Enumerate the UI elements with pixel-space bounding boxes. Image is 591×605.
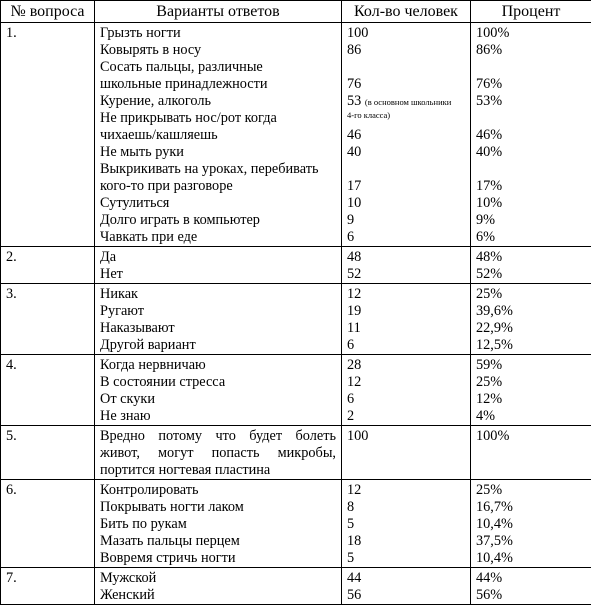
answer-option: Выкрикивать на уроках, перебивать	[100, 161, 336, 178]
answer-option: Сутулиться	[100, 195, 336, 212]
percent-values	[471, 480, 591, 568]
table-row-q7	[1, 568, 591, 605]
percent-value: 12%	[476, 391, 586, 408]
percent-value: 16,7%	[476, 499, 586, 516]
count-value: 100	[347, 25, 465, 42]
answer-option: Не мыть руки	[100, 144, 336, 161]
table-header-row	[1, 1, 591, 23]
percent-value: 22,9%	[476, 320, 586, 337]
percent-value: 10,4%	[476, 550, 586, 567]
count-value: 52	[347, 266, 465, 283]
answer-option: Не знаю	[100, 408, 336, 425]
percent-value: 46%	[476, 127, 586, 144]
percent-value: 25%	[476, 482, 586, 499]
count-value: 6	[347, 337, 465, 354]
table-row-q4	[1, 355, 591, 426]
answer-option: Сосать пальцы, различные	[100, 59, 336, 76]
count-values	[342, 480, 471, 568]
answer-option: Когда нервничаю	[100, 357, 336, 374]
header-count: Кол-во человек	[342, 1, 471, 23]
count-value: 12	[347, 482, 465, 499]
answer-option: Да	[100, 249, 336, 266]
count-value: 44	[347, 570, 465, 587]
answer-option: Никак	[100, 286, 336, 303]
percent-value: 76%	[476, 76, 586, 93]
answer-option: Ругают	[100, 303, 336, 320]
percent-value: 17%	[476, 178, 586, 195]
count-value: 6	[347, 229, 465, 246]
percent-value: 10%	[476, 195, 586, 212]
count-value-with-note	[347, 93, 465, 110]
percent-values	[471, 568, 591, 605]
count-value: 5	[347, 516, 465, 533]
question-number: 1.	[1, 23, 95, 247]
count-value: 76	[347, 76, 465, 93]
count-values	[342, 284, 471, 355]
percent-values	[471, 426, 591, 480]
percent-value: 10,4%	[476, 516, 586, 533]
header-question-no: № вопроса	[1, 1, 95, 23]
count-value: 10	[347, 195, 465, 212]
header-answers: Варианты ответов	[95, 1, 342, 23]
count-value: 18	[347, 533, 465, 550]
count-value: 5	[347, 550, 465, 567]
count-value: 86	[347, 42, 465, 59]
answer-option: Бить по рукам	[100, 516, 336, 533]
answer-option: Вовремя стричь ногти	[100, 550, 336, 567]
question-number: 3.	[1, 284, 95, 355]
count-value: 53	[347, 93, 361, 109]
answer-option: Грызть ногти	[100, 25, 336, 42]
answer-option: От скуки	[100, 391, 336, 408]
percent-value: 56%	[476, 587, 586, 604]
count-values	[342, 426, 471, 480]
answer-options	[95, 426, 342, 480]
answer-option: школьные принадлежности	[100, 76, 336, 93]
percent-value: 4%	[476, 408, 586, 425]
answer-option: Наказывают	[100, 320, 336, 337]
percent-value: 100%	[476, 25, 586, 42]
answer-option: Не прикрывать нос/рот когда	[100, 110, 336, 127]
answer-option: Покрывать ногти лаком	[100, 499, 336, 516]
answer-option: Другой вариант	[100, 337, 336, 354]
percent-values	[471, 23, 591, 247]
answer-options	[95, 355, 342, 426]
answer-option: Нет	[100, 266, 336, 283]
question-number: 2.	[1, 247, 95, 284]
answer-option: Мазать пальцы перцем	[100, 533, 336, 550]
count-value: 40	[347, 144, 465, 161]
count-values	[342, 355, 471, 426]
percent-value: 12,5%	[476, 337, 586, 354]
percent-values	[471, 247, 591, 284]
header-percent: Процент	[471, 1, 591, 23]
percent-value: 6%	[476, 229, 586, 246]
count-note: (в основном школьники	[365, 97, 451, 107]
answer-option: чихаешь/кашляешь	[100, 127, 336, 144]
percent-value: 52%	[476, 266, 586, 283]
answer-option: Женский	[100, 587, 336, 604]
table-row-q3	[1, 284, 591, 355]
answer-options	[95, 568, 342, 605]
answer-option: Курение, алкоголь	[100, 93, 336, 110]
count-value: 46	[347, 127, 465, 144]
percent-value: 48%	[476, 249, 586, 266]
answer-options	[95, 480, 342, 568]
percent-value: 39,6%	[476, 303, 586, 320]
count-values	[342, 568, 471, 605]
count-value: 28	[347, 357, 465, 374]
percent-value: 9%	[476, 212, 586, 229]
percent-value: 25%	[476, 286, 586, 303]
count-value: 56	[347, 587, 465, 604]
answer-option: Вредно потому что будет болеть живот, могут попасть микробы, портится ногтевая пластина	[100, 428, 336, 479]
count-values	[342, 23, 471, 247]
percent-value: 100%	[476, 428, 586, 445]
answer-option: Мужской	[100, 570, 336, 587]
table-row-q6	[1, 480, 591, 568]
percent-values	[471, 355, 591, 426]
percent-values	[471, 284, 591, 355]
answer-option: Долго играть в компьютер	[100, 212, 336, 229]
table-row-q5	[1, 426, 591, 480]
count-value: 2	[347, 408, 465, 425]
question-number: 7.	[1, 568, 95, 605]
percent-value: 59%	[476, 357, 586, 374]
count-value: 6	[347, 391, 465, 408]
answer-options	[95, 23, 342, 247]
percent-value: 25%	[476, 374, 586, 391]
answer-option: кого-то при разговоре	[100, 178, 336, 195]
count-value: 11	[347, 320, 465, 337]
count-value: 12	[347, 374, 465, 391]
answer-option: В состоянии стресса	[100, 374, 336, 391]
answer-option: Контролировать	[100, 482, 336, 499]
count-value: 12	[347, 286, 465, 303]
percent-value: 44%	[476, 570, 586, 587]
percent-value: 53%	[476, 93, 586, 110]
question-number: 5.	[1, 426, 95, 480]
answer-options	[95, 284, 342, 355]
count-value: 100	[347, 428, 465, 445]
count-values	[342, 247, 471, 284]
count-value: 19	[347, 303, 465, 320]
answer-option: Чавкать при еде	[100, 229, 336, 246]
count-value: 8	[347, 499, 465, 516]
table-row-q1	[1, 23, 591, 247]
question-number: 4.	[1, 355, 95, 426]
percent-value: 40%	[476, 144, 586, 161]
count-note: 4-го класса)	[347, 110, 465, 127]
percent-value: 86%	[476, 42, 586, 59]
count-value: 48	[347, 249, 465, 266]
table-row-q2	[1, 247, 591, 284]
question-number: 6.	[1, 480, 95, 568]
percent-value: 37,5%	[476, 533, 586, 550]
count-value: 17	[347, 178, 465, 195]
answer-option: Ковырять в носу	[100, 42, 336, 59]
count-value: 9	[347, 212, 465, 229]
answer-options	[95, 247, 342, 284]
